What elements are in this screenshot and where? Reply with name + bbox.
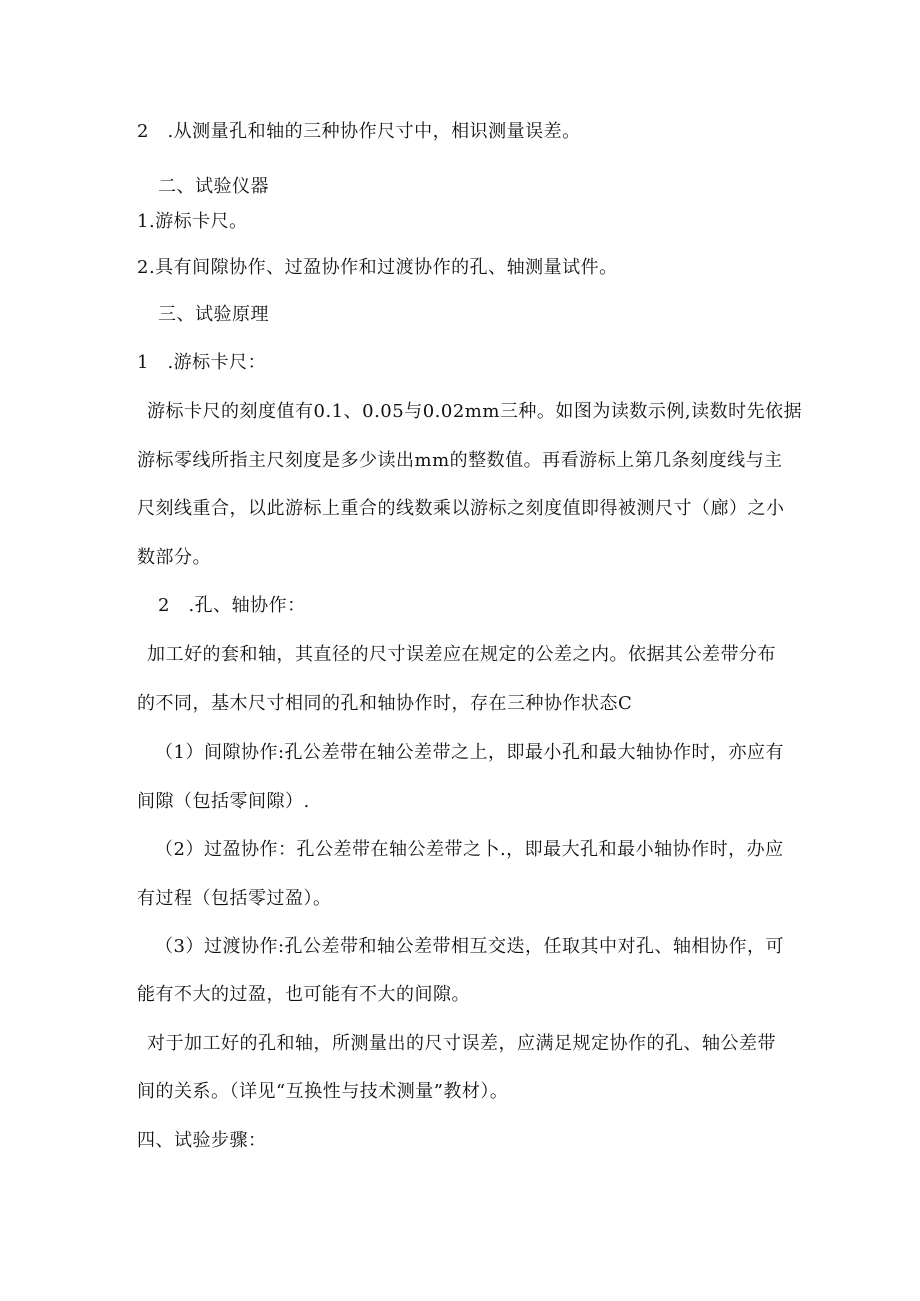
list-item-line: （3）过渡协作:孔公差带和轴公差带相互交迭，任取其中对孔、轴相协作，可 bbox=[155, 936, 785, 957]
paragraph-line: 对于加工好的孔和轴，所测量出的尺寸误差，应满足规定协作的孔、轴公差带 bbox=[147, 1033, 776, 1054]
section-heading: 二、试验仪器 bbox=[158, 176, 269, 197]
list-item-line: 有过程（包括零过盈）。 bbox=[137, 888, 332, 909]
section-heading: 三、试验原理 bbox=[158, 304, 269, 325]
list-item-line: （1）间隙协作:孔公差带在轴公差带之上，即最小孔和最大轴协作时，亦应有 bbox=[155, 742, 785, 763]
section-heading: 四、试验步骤： bbox=[137, 1130, 267, 1151]
paragraph-line: 间的关系。（详见“互换性与技术测量”教材）。 bbox=[137, 1081, 509, 1102]
paragraph-line: 的不同，基木尺寸相同的孔和轴协作时，存在三种协作状态C bbox=[137, 693, 633, 714]
list-item-line: 间隙（包括零间隙）. bbox=[137, 791, 310, 812]
subsection-heading: 1 .游标卡尺： bbox=[137, 352, 267, 373]
paragraph-line: 尺刻线重合，以此游标上重合的线数乘以游标之刻度值即得被测尺寸（廊）之小 bbox=[137, 498, 785, 519]
text-line: 1.游标卡尺。 bbox=[137, 211, 248, 232]
list-item-line: （2）过盈协作：孔公差带在轴公差带之卜.，即最大孔和最小轴协作时，办应 bbox=[155, 839, 784, 860]
text-line: 2.具有间隙协作、过盈协作和过渡协作的孔、轴测量试件。 bbox=[137, 257, 618, 278]
text-line: 2 .从测量孔和轴的三种协作尺寸中，相识测量误差。 bbox=[137, 121, 581, 142]
paragraph-line: 数部分。 bbox=[137, 547, 211, 568]
paragraph-line: 游标零线所指主尺刻度是多少读出mm的整数值。再看游标上第几条刻度线与主 bbox=[137, 450, 783, 471]
paragraph-line: 加工好的套和轴，其直径的尺寸误差应在规定的公差之内。依据其公差带分布 bbox=[147, 644, 776, 665]
subsection-heading: 2 .孔、轴协作： bbox=[158, 595, 306, 616]
list-item-line: 能有不大的过盈，也可能有不大的间隙。 bbox=[137, 984, 470, 1005]
paragraph-line: 游标卡尺的刻度值有0.1、0.05与0.02mm三种。如图为读数示例,读数时先依据 bbox=[147, 401, 803, 422]
